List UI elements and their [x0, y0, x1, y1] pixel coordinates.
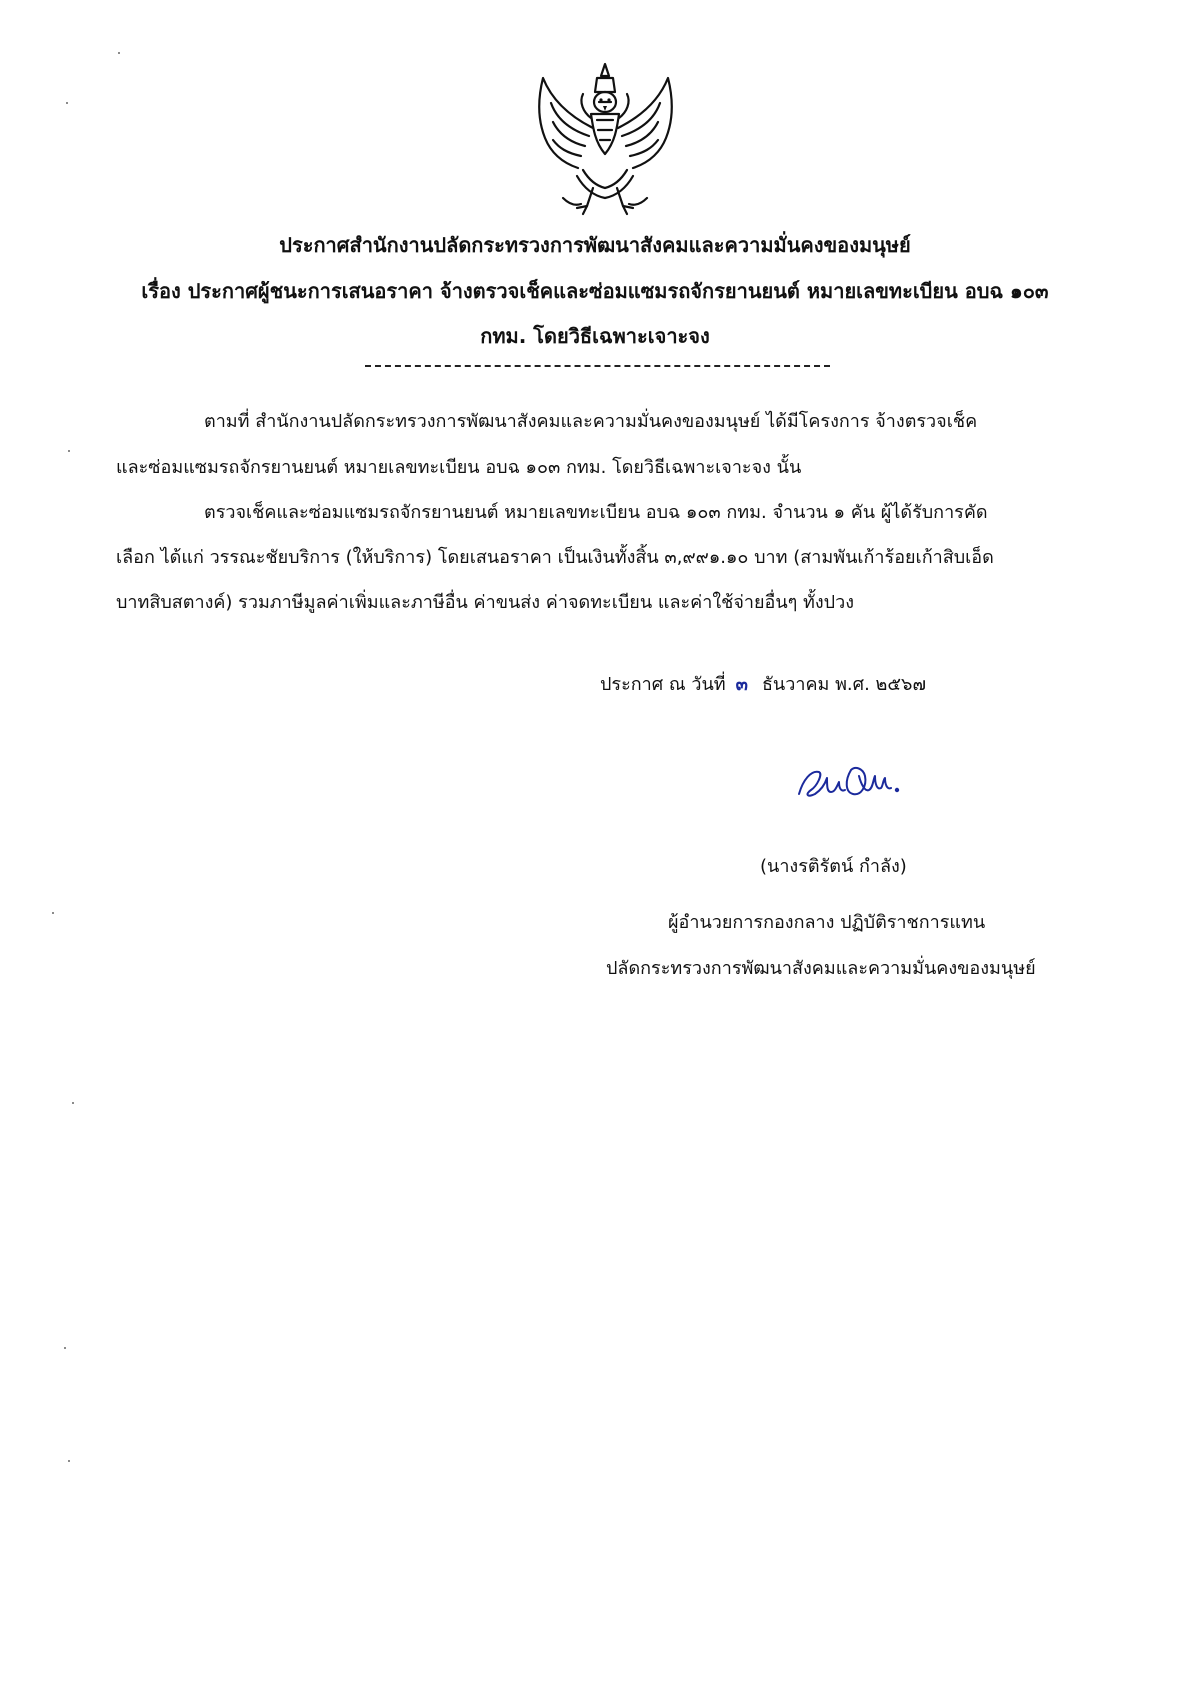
title-divider — [365, 365, 830, 367]
scan-speck — [72, 1102, 74, 1104]
announcement-month-year: ธันวาคม พ.ศ. ๒๕๖๗ — [761, 674, 926, 695]
paragraph-1-line-1: ตามที่ สำนักงานปลัดกระทรวงการพัฒนาสังคมและความมั่นคงของมนุษย์ ได้มีโครงการ จ้างตรวจเช็ค — [204, 411, 978, 432]
paragraph-2-line-3: บาทสิบสตางค์) รวมภาษีมูลค่าเพิ่มและภาษีอื่น ค่าขนส่ง ค่าจดทะเบียน และค่าใช้จ่ายอื่นๆ ทั้งปวง — [116, 592, 855, 613]
garuda-emblem-icon — [523, 58, 688, 216]
handwritten-signature — [793, 750, 913, 810]
scan-speck — [52, 912, 54, 914]
paragraph-1-line-2: และซ่อมแซมรถจักรยานยนต์ หมายเลขทะเบียน อบฉ ๑๐๓ กทม. โดยวิธีเฉพาะเจาะจง นั้น — [116, 457, 802, 478]
scan-speck — [64, 1347, 66, 1349]
document-subject-continued: กทม. โดยวิธีเฉพาะเจาะจง — [480, 324, 710, 348]
scan-speck — [68, 1460, 70, 1462]
paragraph-2-line-2: เลือก ได้แก่ วรรณะชัยบริการ (ให้บริการ) โดยเสนอราคา เป็นเงินทั้งสิ้น ๓,๙๙๑.๑๐ บาท (สามพันเก้าร้อยเก้าสิบเอ็ด — [116, 547, 994, 568]
document-subject: เรื่อง ประกาศผู้ชนะการเสนอราคา จ้างตรวจเช็คและซ่อมแซมรถจักรยานยนต์ หมายเลขทะเบียน อบฉ ๑๐๓ — [141, 279, 1049, 303]
scan-speck — [118, 52, 120, 54]
paragraph-2-line-1: ตรวจเช็คและซ่อมแซมรถจักรยานยนต์ หมายเลขทะเบียน อบฉ ๑๐๓ กทม. จำนวน ๑ คัน ผู้ได้รับการคัด — [204, 502, 988, 523]
scan-speck — [66, 102, 68, 104]
signatory-position: ผู้อำนวยการกองกลาง ปฏิบัติราชการแทน — [668, 912, 986, 933]
announcement-prefix: ประกาศ ณ วันที่ — [600, 674, 726, 695]
announcement-day: ๓ — [735, 674, 748, 695]
scan-speck — [68, 450, 70, 452]
signatory-organization: ปลัดกระทรวงการพัฒนาสังคมและความมั่นคงของมนุษย์ — [606, 958, 1036, 979]
announcement-date — [600, 674, 926, 696]
document-title: ประกาศสำนักงานปลัดกระทรวงการพัฒนาสังคมและความมั่นคงของมนุษย์ — [279, 233, 911, 257]
signatory-name: (นางรติรัตน์ กำลัง) — [760, 856, 907, 877]
